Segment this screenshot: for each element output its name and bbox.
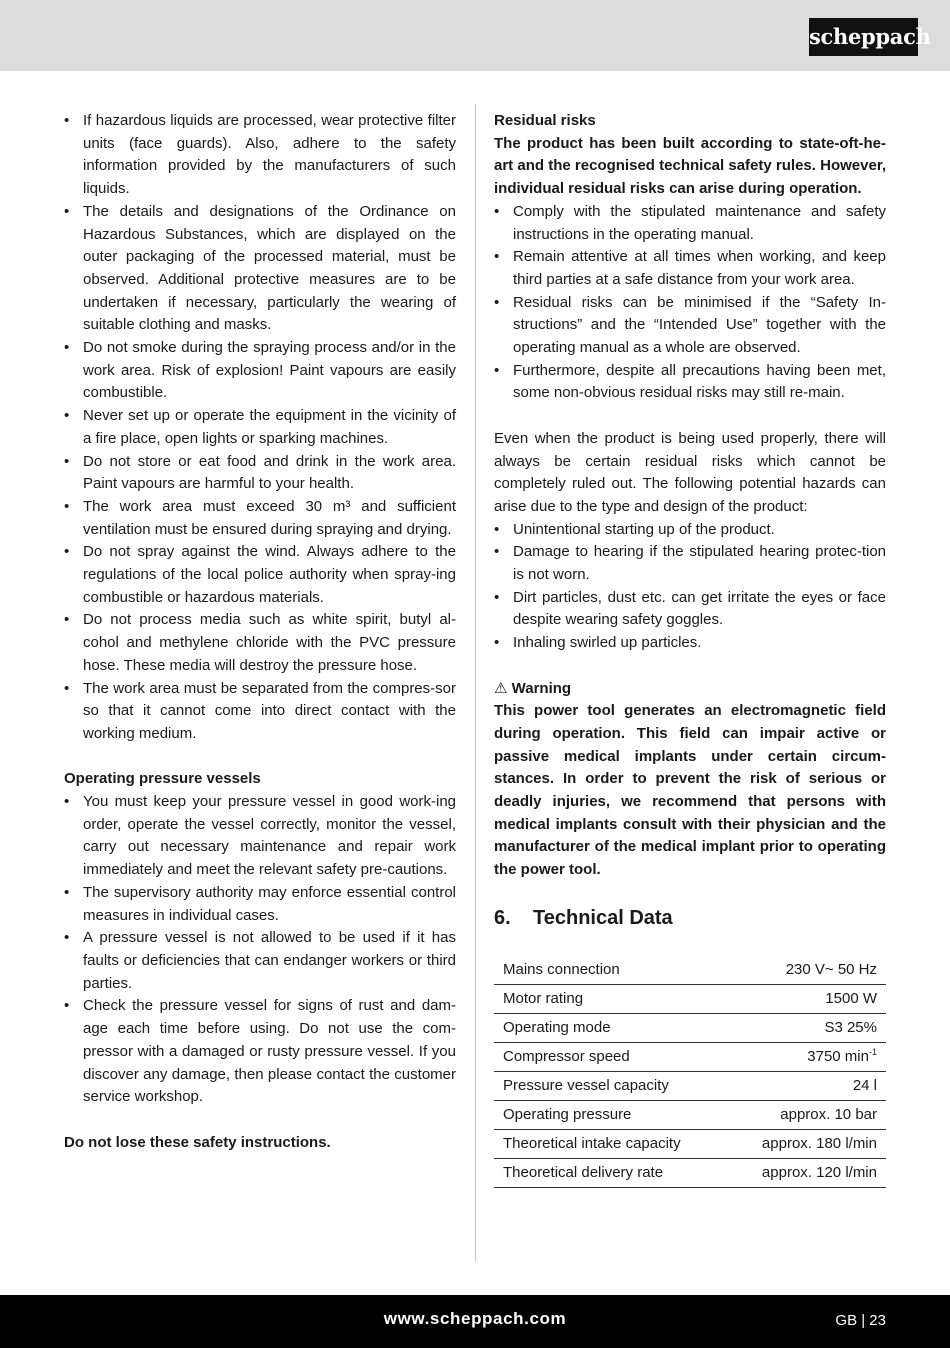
list-item: • You must keep your pressure vessel in good work-ing order, operate the vessel correctly, monitor the vessel, carry out necessary maintenance and repair work immediately and meet the relevant safety pre-cautions. (64, 791, 456, 882)
list-item: • If hazardous liquids are processed, wear protective filter units (face guards). Also, adhere to the safety information provided by the manufacturers of such liquids. (64, 110, 456, 201)
list-item: • Unintentional starting up of the product. (494, 519, 886, 542)
pressure-vessel-bullet-list (64, 791, 456, 1109)
list-item: • Remain attentive at all times when working, and keep third parties at a safe distance from your work area. (494, 246, 886, 291)
list-item: • The supervisory authority may enforce essential control measures in individual cases. (64, 882, 456, 927)
page-number: GB | 23 (835, 1312, 886, 1329)
hazards-bullet-list (494, 519, 886, 655)
brand-logo: scheppach (809, 18, 918, 56)
row-label: Motor rating (494, 985, 727, 1014)
left-column (64, 110, 456, 1154)
list-item: • Do not spray against the wind. Always adhere to the regulations of the local police authority when spray-ing combustible or hazardous materials. (64, 541, 456, 609)
footer-bar (0, 1295, 950, 1348)
residual-risks-heading: Residual risks (494, 112, 596, 129)
residual-risks-bullet-list (494, 201, 886, 405)
list-item: • Never set up or operate the equipment in the vicinity of a fire place, open lights or sparking machines. (64, 405, 456, 450)
table-row (494, 1130, 886, 1159)
warning-triangle-icon: ⚠ (494, 679, 508, 697)
table-row (494, 1043, 886, 1072)
table-row (494, 985, 886, 1014)
row-label: Operating pressure (494, 1101, 727, 1130)
list-item: • Do not store or eat food and drink in the work area. Paint vapours are harmful to your health. (64, 451, 456, 496)
row-label: Theoretical intake capacity (494, 1130, 727, 1159)
section-number: 6. (494, 906, 511, 929)
list-item: • Do not smoke during the spraying process and/or in the work area. Risk of explosion! Paint vapours are easily combustible. (64, 337, 456, 405)
list-item: • Inhaling swirled up particles. (494, 632, 886, 655)
superscript: -1 (868, 1047, 877, 1058)
table-row (494, 956, 886, 985)
row-value: approx. 180 l/min (727, 1130, 886, 1159)
row-value: approx. 120 l/min (727, 1159, 886, 1188)
list-item: • A pressure vessel is not allowed to be used if it has faults or deficiencies that can endanger workers or third parties. (64, 927, 456, 995)
row-value: approx. 10 bar (727, 1101, 886, 1130)
list-item: • Do not process media such as white spirit, butyl al-cohol and methylene chloride with the PVC pressure hose. These media will destroy the pressure hose. (64, 609, 456, 677)
row-value: 3750 $\min^{-1}$ (727, 1043, 886, 1072)
list-item: • Check the pressure vessel for signs of rust and dam-age each time before using. Do not use the com-pressor with a damaged or rusty pressure vessel. If you discover any damage, then please contact the customer service workshop. (64, 995, 456, 1109)
row-value: 24 l (727, 1072, 886, 1101)
row-label: Operating mode (494, 1014, 727, 1043)
column-divider (475, 104, 476, 1262)
header-bar (0, 0, 950, 71)
table-row (494, 1014, 886, 1043)
list-item: • Residual risks can be minimised if the “Safety In-structions” and the “Intended Use” together with the operating manual as a whole are observed. (494, 292, 886, 360)
row-value: 1500 W (727, 985, 886, 1014)
pressure-vessels-heading: Operating pressure vessels (64, 770, 261, 788)
residual-risks-intro: The product has been built according to state-oft-he-art and the recognised technical safety rules. However, individual residual risks can arise during operation. (494, 134, 886, 198)
section-title-text: Technical Data (533, 906, 673, 929)
hazards-paragraph: Even when the product is being used properly, there will always be certain residual risks which cannot be completely ruled out. The following potential hazards can arise due to the type and design of the product: (494, 429, 886, 515)
warning-title: Warning (511, 679, 572, 697)
list-item: • The details and designations of the Ordinance on Hazardous Substances, which are displayed on the outer packaging of the processed material, must be observed. Additional protective measures are to be undertaken if necessary, particularly the wearing of suitable clothing and masks. (64, 201, 456, 337)
table-row (494, 1159, 886, 1188)
row-value: S3 25% (727, 1014, 886, 1043)
row-label: Theoretical delivery rate (494, 1159, 727, 1188)
table-row (494, 1101, 886, 1130)
row-label: Mains connection (494, 956, 727, 985)
warning-text: This power tool generates an electromagnetic field during operation. This field can impair active or passive medical implants under certain circum-stances. In order to prevent the risk of serious or deadly injuries, we recommend that persons with medical implants consult with their physician and the manufacturer of the medical implant prior to operating the power tool. (494, 702, 886, 879)
hazard-bullet-list (64, 110, 456, 746)
list-item: • The work area must be separated from the compres-sor so that it cannot come into direct contact with the working medium. (64, 678, 456, 746)
closing-note: Do not lose these safety instructions. (64, 1133, 331, 1151)
section-title (494, 904, 886, 932)
right-column (494, 110, 886, 1188)
list-item: • Dirt particles, dust etc. can get irritate the eyes or face despite wearing safety goggles. (494, 587, 886, 632)
row-label: Compressor speed (494, 1043, 727, 1072)
list-item: • Furthermore, despite all precautions having been met, some non-obvious residual risks may still re-main. (494, 360, 886, 405)
row-label: Pressure vessel capacity (494, 1072, 727, 1101)
warning-heading (494, 678, 886, 701)
technical-data-table (494, 956, 886, 1189)
row-value: 230 V~ 50 Hz (727, 956, 886, 985)
table-row (494, 1072, 886, 1101)
website-url: www.scheppach.com (383, 1309, 567, 1328)
list-item: • Comply with the stipulated maintenance and safety instructions in the operating manual. (494, 201, 886, 246)
list-item: • The work area must exceed 30 m³ and sufficient ventilation must be ensured during spraying and drying. (64, 496, 456, 541)
list-item: • Damage to hearing if the stipulated hearing protec-tion is not worn. (494, 541, 886, 586)
